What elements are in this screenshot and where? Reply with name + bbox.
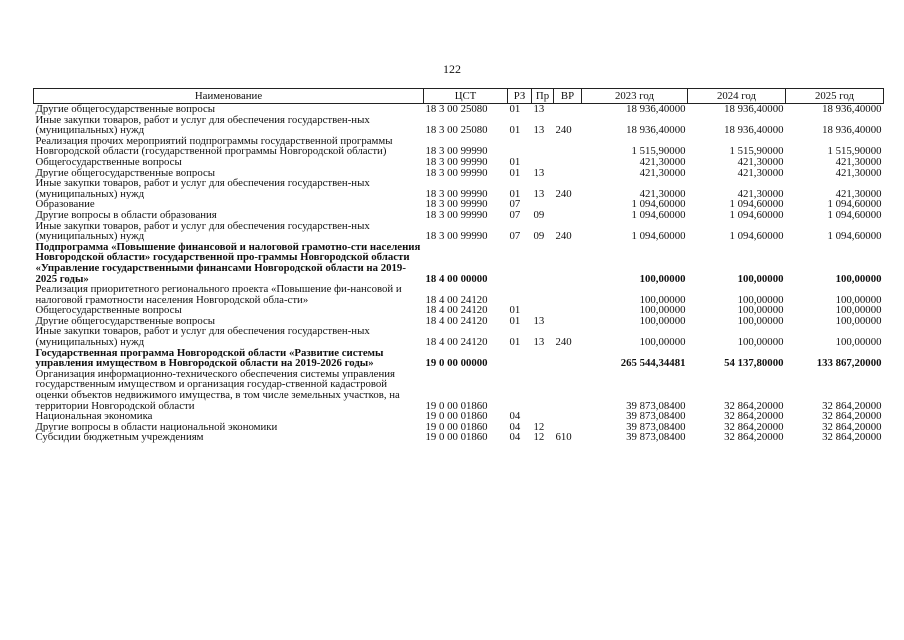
cell-name: Иные закупки товаров, работ и услуг для обеспечения государствен-ных (муниципальных) нужд bbox=[35, 114, 370, 136]
cell-rz: 04 bbox=[509, 421, 521, 433]
cell-rz: 07 bbox=[509, 199, 521, 210]
cell-pr bbox=[532, 348, 554, 369]
cell-name: Образование bbox=[35, 199, 95, 210]
cell-pr: 13 bbox=[533, 315, 545, 327]
cell-rz bbox=[508, 284, 532, 305]
cell-cst: 19 0 00 01860 bbox=[425, 432, 488, 443]
cell-2025: 1 094,60000 bbox=[827, 230, 882, 242]
cell-rz: 01 bbox=[509, 103, 521, 115]
cell-2024: 32 864,20000 bbox=[724, 421, 784, 433]
cell-2023: 100,00000 bbox=[639, 315, 686, 327]
cell-cst: 18 3 00 25080 bbox=[425, 103, 488, 115]
cell-rz bbox=[508, 136, 532, 157]
table-row bbox=[34, 305, 884, 316]
cell-name: Иные закупки товаров, работ и услуг для обеспечения государствен-ных (муниципальных) нужд bbox=[35, 220, 370, 242]
cell-cst: 18 3 00 99990 bbox=[425, 230, 488, 242]
cell-2023: 100,00000 bbox=[639, 272, 686, 285]
table-row bbox=[34, 157, 884, 168]
header-2023: 2023 год bbox=[582, 89, 688, 104]
cell-2024: 100,00000 bbox=[737, 315, 784, 327]
cell-cst: 18 4 00 24120 bbox=[425, 305, 488, 316]
cell-2024: 1 094,60000 bbox=[729, 209, 784, 221]
cell-2023: 18 936,40000 bbox=[626, 103, 686, 115]
table-body bbox=[34, 104, 884, 444]
cell-2023: 39 873,08400 bbox=[626, 421, 686, 433]
cell-rz: 04 bbox=[509, 432, 521, 443]
header-name: Наименование bbox=[34, 89, 424, 104]
table-row bbox=[34, 411, 884, 422]
cell-2024: 18 936,40000 bbox=[724, 124, 784, 136]
cell-name: Государственная программа Новгородской области «Развитие системы управления имуществом в Новгородской области на 2019-2026 годы» bbox=[35, 347, 384, 369]
cell-vr bbox=[554, 411, 582, 422]
cell-2023: 18 936,40000 bbox=[626, 124, 686, 136]
cell-vr: 240 bbox=[555, 124, 572, 136]
table-row bbox=[34, 432, 884, 443]
header-cst: ЦСТ bbox=[424, 89, 508, 104]
cell-rz: 07 bbox=[509, 230, 521, 242]
cell-name: Другие вопросы в области образования bbox=[35, 209, 217, 221]
cell-name: Реализация приоритетного регионального проекта «Повышение фи-нансовой и налоговой грамотности населения Новгородской обла-сти» bbox=[35, 284, 402, 306]
cell-2025: 100,00000 bbox=[835, 315, 882, 327]
table-row bbox=[34, 210, 884, 221]
cell-rz: 01 bbox=[509, 156, 521, 168]
page-number: 122 bbox=[443, 62, 461, 76]
cell-name: Общегосударственные вопросы bbox=[35, 305, 182, 316]
cell-2024: 100,00000 bbox=[737, 305, 784, 316]
table-row bbox=[34, 242, 884, 284]
cell-2025: 421,30000 bbox=[835, 156, 882, 168]
cell-vr bbox=[554, 210, 582, 221]
table-row bbox=[34, 199, 884, 210]
cell-2023: 421,30000 bbox=[639, 167, 686, 179]
cell-2024: 100,00000 bbox=[737, 293, 784, 306]
table-header-row bbox=[34, 89, 884, 104]
table-row bbox=[34, 348, 884, 369]
cell-pr: 13 bbox=[533, 124, 545, 136]
table-row bbox=[34, 168, 884, 179]
cell-name: Иные закупки товаров, работ и услуг для обеспечения государствен-ных (муниципальных) нужд bbox=[35, 326, 370, 348]
cell-vr bbox=[554, 284, 582, 305]
cell-vr: 240 bbox=[555, 336, 572, 348]
cell-2025: 100,00000 bbox=[835, 305, 882, 316]
cell-2025: 100,00000 bbox=[835, 336, 882, 348]
cell-rz: 07 bbox=[509, 209, 521, 221]
header-rz: РЗ bbox=[508, 89, 532, 104]
cell-vr bbox=[554, 242, 582, 284]
cell-cst: 18 3 00 99990 bbox=[425, 187, 488, 200]
cell-pr bbox=[532, 369, 554, 411]
cell-cst: 19 0 00 01860 bbox=[425, 421, 488, 433]
cell-pr: 13 bbox=[533, 336, 545, 348]
cell-pr: 13 bbox=[533, 187, 545, 200]
cell-name: Субсидии бюджетным учреждениям bbox=[35, 432, 204, 443]
cell-name: Другие общегосударственные вопросы bbox=[35, 315, 216, 327]
table-row bbox=[34, 422, 884, 433]
table-row bbox=[34, 221, 884, 242]
cell-2025: 32 864,20000 bbox=[822, 399, 882, 412]
cell-2023: 265 544,34481 bbox=[620, 357, 686, 369]
cell-2023: 1 094,60000 bbox=[631, 230, 686, 242]
cell-2025: 1 094,60000 bbox=[827, 209, 882, 221]
cell-2024: 421,30000 bbox=[737, 187, 784, 200]
cell-2023: 39 873,08400 bbox=[626, 411, 686, 422]
cell-cst: 18 4 00 00000 bbox=[425, 272, 488, 285]
cell-2025: 421,30000 bbox=[835, 167, 882, 179]
cell-2024: 1 094,60000 bbox=[729, 199, 784, 210]
table-row bbox=[34, 369, 884, 411]
cell-cst: 18 3 00 25080 bbox=[425, 124, 488, 136]
cell-rz bbox=[508, 348, 532, 369]
cell-vr bbox=[554, 348, 582, 369]
cell-2025: 18 936,40000 bbox=[822, 124, 882, 136]
cell-cst: 19 0 00 01860 bbox=[425, 399, 488, 412]
cell-vr bbox=[554, 199, 582, 210]
table-row bbox=[34, 178, 884, 199]
cell-vr bbox=[554, 157, 582, 168]
cell-2024: 100,00000 bbox=[737, 336, 784, 348]
cell-rz: 01 bbox=[509, 124, 521, 136]
cell-2023: 1 094,60000 bbox=[631, 199, 686, 210]
cell-cst: 18 4 00 24120 bbox=[425, 336, 488, 348]
cell-name: Иные закупки товаров, работ и услуг для обеспечения государствен-ных (муниципальных) нужд bbox=[35, 178, 370, 200]
header-pr: Пр bbox=[532, 89, 554, 104]
cell-name: Реализация прочих мероприятий подпрограммы государственной программы Новгородской области (государственной программы Новгородской области) bbox=[35, 135, 393, 157]
cell-name: Подпрограмма «Повышение финансовой и налоговой грамотно-сти населения Новгородской области» государственной про-граммы Новгородской области «Управление государственными финансами Новгородской области на 2019-2025 годы» bbox=[35, 241, 421, 285]
cell-name: Другие общегосударственные вопросы bbox=[35, 103, 216, 115]
cell-2025: 32 864,20000 bbox=[822, 421, 882, 433]
cell-2023: 1 515,90000 bbox=[631, 145, 686, 157]
budget-table bbox=[33, 88, 884, 443]
cell-pr: 12 bbox=[533, 421, 545, 433]
cell-cst: 18 3 00 99990 bbox=[425, 199, 488, 210]
cell-2024: 100,00000 bbox=[737, 272, 784, 285]
cell-vr bbox=[554, 422, 582, 433]
cell-cst: 19 0 00 00000 bbox=[425, 357, 488, 369]
cell-vr bbox=[554, 168, 582, 179]
cell-2025: 100,00000 bbox=[835, 293, 882, 306]
cell-2023: 39 873,08400 bbox=[626, 399, 686, 412]
cell-vr bbox=[554, 305, 582, 316]
cell-2024: 32 864,20000 bbox=[724, 411, 784, 422]
table-row bbox=[34, 104, 884, 115]
cell-pr: 12 bbox=[533, 432, 545, 443]
cell-name: Организация информационно-технического обеспечения системы управления государственным имуществом и организация государ-ственной кадастровой оценки объектов недвижимого имущества, в том числе земельных участков, на территории Новгородской области bbox=[35, 368, 400, 412]
cell-2024: 1 515,90000 bbox=[729, 145, 784, 157]
cell-2024: 421,30000 bbox=[737, 167, 784, 179]
cell-2023: 39 873,08400 bbox=[626, 432, 686, 443]
cell-rz bbox=[508, 242, 532, 284]
cell-pr: 09 bbox=[533, 230, 545, 242]
cell-cst: 18 4 00 24120 bbox=[425, 315, 488, 327]
cell-vr bbox=[554, 316, 582, 327]
cell-2024: 18 936,40000 bbox=[724, 103, 784, 115]
cell-pr bbox=[532, 242, 554, 284]
table-row bbox=[34, 115, 884, 136]
cell-2023: 100,00000 bbox=[639, 336, 686, 348]
cell-pr: 13 bbox=[533, 167, 545, 179]
cell-vr bbox=[554, 136, 582, 157]
cell-name: Национальная экономика bbox=[35, 411, 153, 422]
cell-2024: 32 864,20000 bbox=[724, 432, 784, 443]
cell-2025: 1 515,90000 bbox=[827, 145, 882, 157]
cell-pr bbox=[532, 199, 554, 210]
cell-rz: 01 bbox=[509, 315, 521, 327]
cell-pr bbox=[532, 305, 554, 316]
cell-2024: 32 864,20000 bbox=[724, 399, 784, 412]
cell-rz: 01 bbox=[509, 336, 521, 348]
cell-name: Общегосударственные вопросы bbox=[35, 156, 182, 168]
cell-2025: 18 936,40000 bbox=[822, 103, 882, 115]
cell-cst: 19 0 00 01860 bbox=[425, 411, 488, 422]
cell-cst: 18 3 00 99990 bbox=[425, 145, 488, 157]
header-2024: 2024 год bbox=[688, 89, 786, 104]
header-vr: ВР bbox=[554, 89, 582, 104]
cell-pr: 13 bbox=[533, 103, 545, 115]
cell-pr bbox=[532, 284, 554, 305]
table-row bbox=[34, 316, 884, 327]
cell-2024: 1 094,60000 bbox=[729, 230, 784, 242]
cell-pr bbox=[532, 411, 554, 422]
cell-cst: 18 3 00 99990 bbox=[425, 209, 488, 221]
cell-pr bbox=[532, 157, 554, 168]
cell-vr bbox=[554, 369, 582, 411]
cell-2025: 421,30000 bbox=[835, 187, 882, 200]
cell-name: Другие вопросы в области национальной экономики bbox=[35, 421, 278, 433]
cell-vr: 240 bbox=[555, 187, 572, 200]
cell-pr: 09 bbox=[533, 209, 545, 221]
cell-2023: 421,30000 bbox=[639, 187, 686, 200]
cell-2024: 54 137,80000 bbox=[724, 357, 784, 369]
cell-2025: 1 094,60000 bbox=[827, 199, 882, 210]
table-row bbox=[34, 326, 884, 347]
cell-cst: 18 3 00 99990 bbox=[425, 156, 488, 168]
cell-cst: 18 3 00 99990 bbox=[425, 167, 488, 179]
table-row bbox=[34, 284, 884, 305]
cell-rz: 04 bbox=[509, 411, 521, 422]
cell-pr bbox=[532, 136, 554, 157]
cell-rz: 01 bbox=[509, 305, 521, 316]
cell-2025: 32 864,20000 bbox=[822, 411, 882, 422]
cell-cst: 18 4 00 24120 bbox=[425, 293, 488, 306]
cell-rz: 01 bbox=[509, 167, 521, 179]
cell-vr bbox=[554, 104, 582, 115]
cell-2025: 100,00000 bbox=[835, 272, 882, 285]
table-row bbox=[34, 136, 884, 157]
header-2025: 2025 год bbox=[786, 89, 884, 104]
cell-rz: 01 bbox=[509, 187, 521, 200]
cell-2023: 421,30000 bbox=[639, 156, 686, 168]
cell-2024: 421,30000 bbox=[737, 156, 784, 168]
cell-name: Другие общегосударственные вопросы bbox=[35, 167, 216, 179]
cell-2023: 100,00000 bbox=[639, 305, 686, 316]
cell-2023: 100,00000 bbox=[639, 293, 686, 306]
cell-vr: 240 bbox=[555, 230, 572, 242]
cell-rz bbox=[508, 369, 532, 411]
cell-2023: 1 094,60000 bbox=[631, 209, 686, 221]
cell-2025: 133 867,20000 bbox=[816, 357, 882, 369]
cell-2025: 32 864,20000 bbox=[822, 432, 882, 443]
cell-vr: 610 bbox=[555, 432, 572, 443]
